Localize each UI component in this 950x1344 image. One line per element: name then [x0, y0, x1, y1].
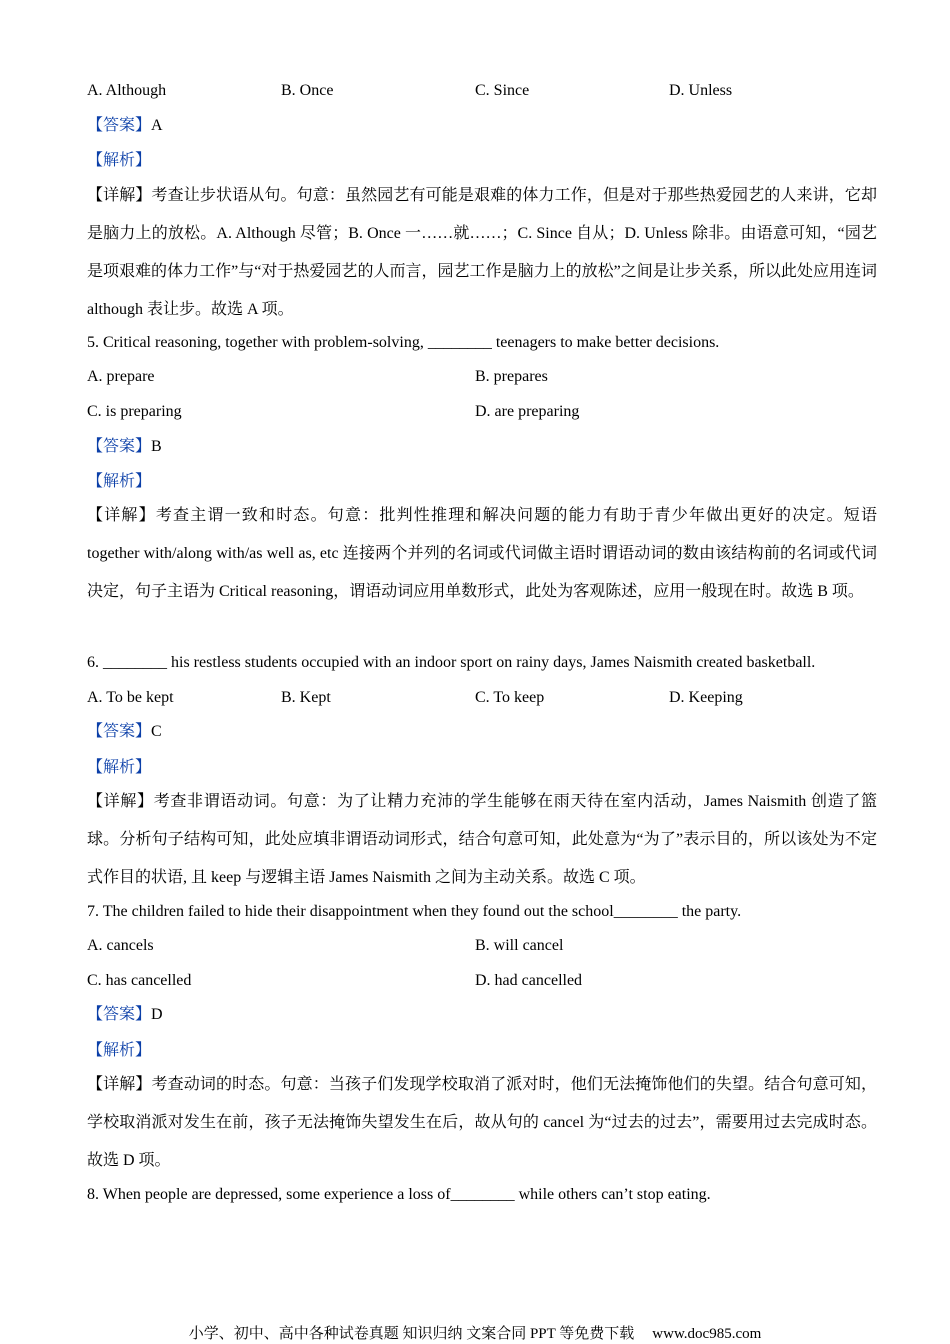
q6-option-a: A. To be kept	[87, 689, 174, 706]
q4-option-d: D. Unless	[669, 82, 733, 99]
q5-option-a: A. prepare	[87, 368, 155, 385]
q6-option-b: B. Kept	[281, 689, 331, 706]
detail-text: 考查主谓一致和时态。句意：批判性推理和解决问题的能力有助于青少年做出更好的决定。短语 together with/along with/as well as, etc 连接两个并列的名词或代词做主语时谓语动词的数由该结构前的名词或代词决定，句子主语为 Critical reasoning，谓语动词应用单数形式，此处为客观陈述，应用一般现在时。故选 B 项。	[87, 507, 877, 600]
q4-option-b: B. Once	[281, 82, 334, 99]
q7-detail	[87, 1066, 877, 1180]
q5-stem: 5. Critical reasoning, together with problem-solving, ________ teenagers to make better decisions.	[87, 334, 720, 351]
detail-text: 考查动词的时态。句意：当孩子们发现学校取消了派对时，他们无法掩饰他们的失望。结合句意可知，学校取消派对发生在前，孩子无法掩饰失望发生在后，故从句的 cancel 为“过去的过去”，需要用过去完成时态。故选 D 项。	[87, 1076, 877, 1169]
answer-tag: 【答案】	[87, 723, 152, 740]
q6-option-d: D. Keeping	[669, 689, 743, 706]
answer-value: C	[151, 723, 162, 740]
q7-option-b: B. will cancel	[475, 937, 564, 954]
answer-value: B	[151, 438, 162, 455]
q6-option-c: C. To keep	[475, 689, 545, 706]
q5-answer	[87, 437, 162, 457]
q4-analysis-tag: 【解析】	[87, 152, 152, 169]
q5-option-c: C. is preparing	[87, 403, 182, 420]
q8-stem: 8. When people are depressed, some experience a loss of________ while others can’t stop eating.	[87, 1186, 711, 1203]
answer-tag: 【答案】	[87, 1006, 152, 1023]
footer-url[interactable]: www.doc985.com	[652, 1326, 762, 1342]
q6-answer	[87, 722, 162, 742]
q4-detail	[87, 177, 877, 329]
q5-analysis-tag: 【解析】	[87, 473, 152, 490]
q4-option-a: A. Although	[87, 82, 167, 99]
q7-option-d: D. had cancelled	[475, 972, 583, 989]
footer-text: 小学、初中、高中各种试卷真题 知识归纳 文案合同 PPT 等免费下载	[188, 1326, 635, 1342]
q7-analysis-tag: 【解析】	[87, 1042, 152, 1059]
q4-option-c: C. Since	[475, 82, 530, 99]
q4-answer	[87, 116, 163, 136]
page-footer	[0, 1324, 950, 1344]
q5-detail	[87, 497, 877, 611]
answer-tag: 【答案】	[87, 438, 152, 455]
detail-tag: 【详解】	[87, 187, 152, 204]
detail-tag: 【详解】	[87, 507, 156, 524]
q5-option-b: B. prepares	[475, 368, 548, 385]
detail-text: 考查非谓语动词。句意：为了让精力充沛的学生能够在雨天待在室内活动，James Naismith 创造了篮球。分析句子结构可知，此处应填非谓语动词形式，结合句意可知，此处意为“为了”表示目的，所以该处为不定式作目的状语, 且 keep 与逻辑主语 James Naismith 之间为主动关系。故选 C 项。	[87, 793, 877, 886]
q7-option-c: C. has cancelled	[87, 972, 192, 989]
q7-answer	[87, 1005, 163, 1025]
answer-value: A	[151, 117, 163, 134]
answer-tag: 【答案】	[87, 117, 152, 134]
answer-value: D	[151, 1006, 163, 1023]
q7-stem: 7. The children failed to hide their disappointment when they found out the school________ the party.	[87, 903, 742, 920]
detail-tag: 【详解】	[87, 1076, 152, 1093]
q6-stem: 6. ________ his restless students occupied with an indoor sport on rainy days, James Naismith created basketball.	[87, 654, 816, 671]
detail-text: 考查让步状语从句。句意：虽然园艺有可能是艰难的体力工作，但是对于那些热爱园艺的人来讲，它却是脑力上的放松。A. Although 尽管；B. Once 一……就……；C. Since 自从；D. Unless 除非。由语意可知，“园艺是项艰难的体力工作”与“对于热爱园艺的人而言，园艺工作是脑力上的放松”之间是让步关系，所以此处应用连词 although 表让步。故选 A 项。	[87, 187, 877, 318]
q7-option-a: A. cancels	[87, 937, 154, 954]
q6-detail	[87, 783, 877, 897]
detail-tag: 【详解】	[87, 793, 154, 810]
q5-option-d: D. are preparing	[475, 403, 580, 420]
q6-analysis-tag: 【解析】	[87, 759, 152, 776]
